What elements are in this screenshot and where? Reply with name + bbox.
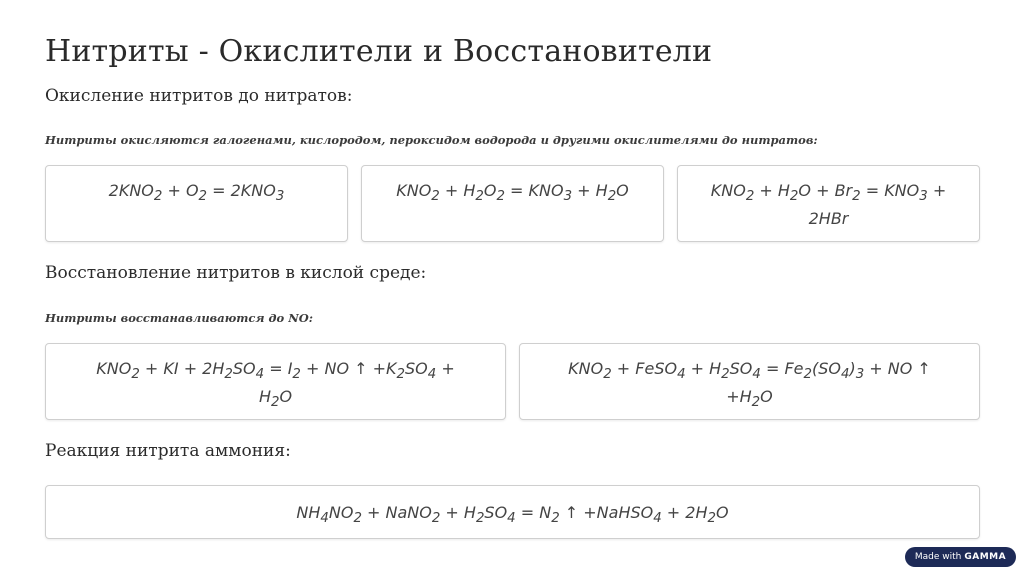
gamma-logo: GAMMA (964, 552, 1007, 562)
made-with-gamma-badge[interactable] (905, 547, 1016, 567)
section-heading-ammonium: Реакция нитрита аммония: (45, 441, 291, 461)
equation: $KNO_2 + H_2O_2 = KNO_3 + H_2O$ (396, 181, 629, 205)
equation: $KNO_2$ + FeSO$_4$ + $H_2SO_4 = Fe_2(SO_4)_3$ + NO ↑ $+H_2O$ (568, 359, 931, 411)
section-heading-reduction: Восстановление нитритов в кислой среде: (45, 263, 427, 283)
equation-box (677, 165, 980, 242)
section-note-oxidation: Нитриты окисляются галогенами, кислородом, пероксидом водорода и другими окислителями до нитратов: (45, 133, 818, 147)
equation: $KNO_2$ + KI + $2H_2SO_4 = I_2$ + NO ↑ $+K_2SO_4$ + $H_2O$ (96, 359, 455, 411)
section-note-reduction: Нитриты восстанавливаются до NO: (45, 311, 313, 325)
equation-box (45, 343, 506, 420)
equation: $2KNO_2 + O_2 = 2KNO_3$ (108, 181, 285, 205)
equation-box (361, 165, 664, 242)
equation-box (519, 343, 980, 420)
section-heading-oxidation: Окисление нитритов до нитратов: (45, 86, 353, 106)
equation-box (45, 165, 348, 242)
equation: $NH_4NO_2$ + NaNO$_2$ + $H_2SO_4 = N_2$ ↑ +NaHSO$_4$ + $2H_2O$ (296, 503, 729, 527)
badge-prefix: Made with (914, 552, 962, 562)
equation: $KNO_2 + H_2O + Br_2 = KNO_3$ + 2HBr (710, 181, 947, 229)
page-title: Нитриты - Окислители и Восстановители (45, 34, 713, 69)
equation-box (45, 485, 980, 539)
